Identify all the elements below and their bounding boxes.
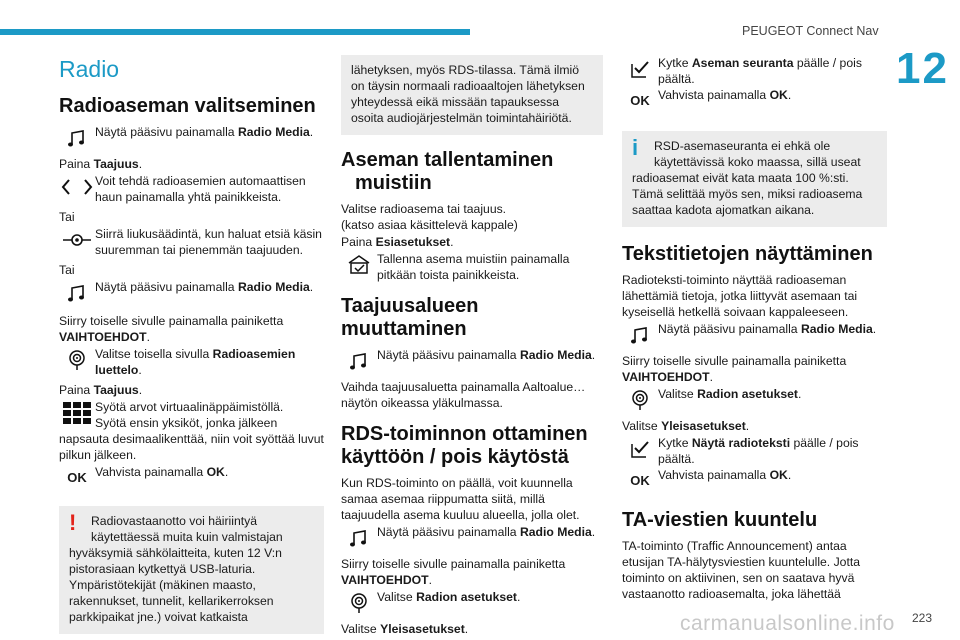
text: Paina xyxy=(59,157,94,171)
punct: . xyxy=(787,468,792,482)
step-keyword: Radio Media xyxy=(237,125,310,139)
radio-settings-icon xyxy=(59,346,95,374)
music-note-icon xyxy=(341,347,377,375)
info-text-body: radioasemat eivät kata maata 100 %:sti. Tämä selittää myös sen, miksi radioasema saattaa kadota ajomatkan aikana. xyxy=(632,171,863,217)
step-row xyxy=(341,524,603,552)
step-row xyxy=(622,321,887,349)
step-text: Näytä pääsivu painamalla xyxy=(95,280,238,294)
paragraph xyxy=(59,313,324,345)
step-text: Syötä arvot virtuaalinäppäimistöllä. Syötä ensin yksiköt, jonka jälkeen xyxy=(95,400,284,430)
step-text: Kytke xyxy=(658,436,692,450)
step-text: Vahvista painamalla xyxy=(658,88,770,102)
step-row xyxy=(622,386,887,414)
paragraph: Kun RDS-toiminto on päällä, voit kuunnella samaa asemaa riippumatta siitä, millä taajuudella asema kuuluu alueella, jolla olet. xyxy=(341,476,580,522)
punct: . xyxy=(591,348,596,362)
step-row xyxy=(622,87,887,115)
step-keyword: Radio Media xyxy=(519,348,592,362)
warning-icon: ! xyxy=(69,510,77,535)
info-text-head: RSD-asemaseuranta ei ehkä ole käytettävissä koko maassa, sillä useat xyxy=(654,139,861,169)
text: Paina xyxy=(341,235,376,249)
punct: . xyxy=(309,125,314,139)
step-text: Valitse xyxy=(658,387,698,401)
heading-ta-messages: TA-viestien kuuntelu xyxy=(622,509,818,531)
warning-text-body: hyväksymiä sähkölaitteita, kuten 12 V:n pistorasiaan kytkettyä USB-laturia. Ympäristötekijät (mäkinen maasto, rakennukset, tunnelit, kellarikerroksen parkkipaikat jne.) voivat katkaista xyxy=(69,546,282,624)
keypad-icon xyxy=(59,399,95,427)
music-note-icon xyxy=(59,124,95,152)
heading-select-station: Radioaseman valitseminen xyxy=(59,95,316,117)
step-text: päälle / pois päältä. xyxy=(658,436,859,466)
heading-rds: RDS-toiminnon ottaminen käyttöön / pois käytöstä xyxy=(341,423,588,468)
step-text: Kytke xyxy=(658,56,692,70)
step-row xyxy=(59,173,324,205)
section-title: Radio xyxy=(59,56,120,82)
keyword: Taajuus xyxy=(93,157,139,171)
paragraph: Valitse radioasema tai taajuus. (katso asiaa käsittelevä kappale) xyxy=(341,202,518,232)
keyword: Yleisasetukset xyxy=(661,419,746,433)
step-text: Tallenna asema muistiin painamalla pitkään toista painikkeista. xyxy=(377,252,570,282)
keyword: Taajuus xyxy=(93,383,139,397)
radio-settings-icon xyxy=(622,386,658,414)
step-text: Näytä pääsivu painamalla xyxy=(377,525,520,539)
step-row xyxy=(59,346,324,378)
step-keyword: Aseman seuranta xyxy=(691,56,794,70)
punct: . xyxy=(872,322,877,336)
step-text: Näytä pääsivu painamalla xyxy=(658,322,801,336)
paragraph xyxy=(59,156,324,172)
step-keyword: Näytä radioteksti xyxy=(691,436,791,450)
punct: . xyxy=(516,590,521,604)
heading-radiotext: Tekstitietojen näyttäminen xyxy=(622,243,873,265)
music-note-icon xyxy=(622,321,658,349)
warning-box-continued xyxy=(341,55,603,135)
punct: . xyxy=(450,235,454,249)
chevron-left-right-icon xyxy=(59,173,95,201)
warning-text-head: Radiovastaanotto voi häiriintyä käytettäessä muita kuin valmistajan xyxy=(91,514,283,544)
step-row xyxy=(341,251,603,283)
punct: . xyxy=(745,419,750,433)
punct: . xyxy=(138,363,142,377)
ok-icon: OK xyxy=(630,473,650,488)
step-text: päälle / pois päältä. xyxy=(658,56,862,86)
step-row xyxy=(622,467,887,495)
keyword: Esiasetukset xyxy=(375,235,451,249)
step-keyword: Radion asetukset xyxy=(416,590,517,604)
column-2 xyxy=(341,55,603,638)
text: Siirry toiselle sivulle painamalla painiketta xyxy=(341,557,566,571)
paragraph xyxy=(341,556,603,588)
watermark: carmanualsonline.info xyxy=(680,612,895,635)
step-row xyxy=(341,589,603,617)
chapter-number: 12 xyxy=(896,44,949,93)
punct: . xyxy=(309,280,314,294)
paragraph: napsauta desimaalikenttää, niin voit syöttää luvut pilkun jälkeen. xyxy=(59,432,324,462)
step-row xyxy=(59,464,324,492)
ok-icon: OK xyxy=(630,93,650,108)
or-label: Tai xyxy=(59,263,75,277)
step-keyword: OK xyxy=(769,88,788,102)
step-keyword: Radioasemien luettelo xyxy=(95,347,296,377)
step-row xyxy=(59,399,324,431)
column-3 xyxy=(622,55,887,603)
step-row xyxy=(622,55,887,87)
checkbox-toggle-icon xyxy=(622,435,658,463)
step-text: Voit tehdä radioasemien automaattisen haun painamalla yhtä painikkeista. xyxy=(95,174,306,204)
paragraph xyxy=(341,621,603,637)
paragraph: Vaihda taajuusaluetta painamalla Aaltoalue… näytön oikeassa yläkulmassa. xyxy=(341,380,586,410)
punct: . xyxy=(146,330,150,344)
step-text: Valitse xyxy=(377,590,417,604)
header-accent-bar xyxy=(0,29,470,35)
paragraph xyxy=(59,382,324,398)
music-note-icon xyxy=(341,524,377,552)
slider-icon xyxy=(59,226,95,254)
heading-store-station: Aseman tallentaminen muistiin xyxy=(341,149,554,194)
step-keyword: Radio Media xyxy=(800,322,873,336)
preset-store-icon xyxy=(341,251,377,279)
step-row xyxy=(59,124,324,152)
or-label: Tai xyxy=(59,210,75,224)
text: Valitse xyxy=(341,622,381,636)
music-note-icon xyxy=(59,279,95,307)
step-text: Vahvista painamalla xyxy=(95,465,207,479)
punct: . xyxy=(797,387,802,401)
punct: . xyxy=(709,370,713,384)
keyword: VAIHTOEHDOT xyxy=(59,330,147,344)
info-icon: i xyxy=(632,135,639,160)
warning-text-continued: lähetyksen, myös RDS-tilassa. Tämä ilmiö on täysin normaali radioaaltojen lähetyksen yhteydessä eikä missään tapauksessa osoita audiojärjestelmän toimintahäiriötä. xyxy=(351,63,585,125)
punct: . xyxy=(464,622,469,636)
heading-change-band: Taajuusalueen muuttaminen xyxy=(341,295,479,340)
keyword: VAIHTOEHDOT xyxy=(622,370,710,384)
keyword: VAIHTOEHDOT xyxy=(341,573,429,587)
keyword: Yleisasetukset xyxy=(380,622,465,636)
step-row xyxy=(59,226,324,258)
radio-settings-icon xyxy=(341,589,377,617)
punct: . xyxy=(787,88,792,102)
step-text: Vahvista painamalla xyxy=(658,468,770,482)
page-number: 223 xyxy=(912,611,933,625)
paragraph xyxy=(622,353,887,385)
step-row xyxy=(59,279,324,307)
paragraph xyxy=(622,418,887,434)
column-1 xyxy=(59,55,324,640)
punct: . xyxy=(224,465,229,479)
step-row xyxy=(622,435,887,467)
step-keyword: OK xyxy=(769,468,788,482)
info-box xyxy=(622,131,887,227)
paragraph xyxy=(341,234,603,250)
ok-icon: OK xyxy=(67,470,87,485)
punct: . xyxy=(591,525,596,539)
text: Valitse xyxy=(622,419,662,433)
punct: . xyxy=(138,157,143,171)
text: Siirry toiselle sivulle painamalla painiketta xyxy=(622,354,847,368)
step-keyword: Radio Media xyxy=(519,525,592,539)
warning-box xyxy=(59,506,324,634)
punct: . xyxy=(138,383,143,397)
step-text: Siirrä liukusäädintä, kun haluat etsiä käsin suuremman tai pienemmän taajuuden. xyxy=(95,227,322,257)
step-row xyxy=(341,347,603,375)
checkbox-toggle-icon xyxy=(622,55,658,83)
punct: . xyxy=(428,573,432,587)
step-text: Valitse toisella sivulla xyxy=(95,347,213,361)
text: Siirry toiselle sivulle painamalla painiketta xyxy=(59,314,284,328)
step-text: Näytä pääsivu painamalla xyxy=(377,348,520,362)
step-keyword: OK xyxy=(206,465,225,479)
paragraph: Radioteksti-toiminto näyttää radioaseman lähettämiä tietoja, jotka liittyvät asemaan tai kyseisellä hetkellä soivaan kappaleeseen. xyxy=(622,273,858,319)
text: Paina xyxy=(59,383,94,397)
step-keyword: Radion asetukset xyxy=(697,387,798,401)
paragraph: TA-toiminto (Traffic Announcement) antaa etusijan TA-hälytysviestien kuuntelulle. Jotta toiminto on aktiivinen, sen on saatava hyvä vastaanotto radioasemalta, joka lähettää xyxy=(622,539,861,601)
brand-title: PEUGEOT Connect Nav xyxy=(742,24,879,38)
step-keyword: Radio Media xyxy=(237,280,310,294)
step-text: Näytä pääsivu painamalla xyxy=(95,125,238,139)
